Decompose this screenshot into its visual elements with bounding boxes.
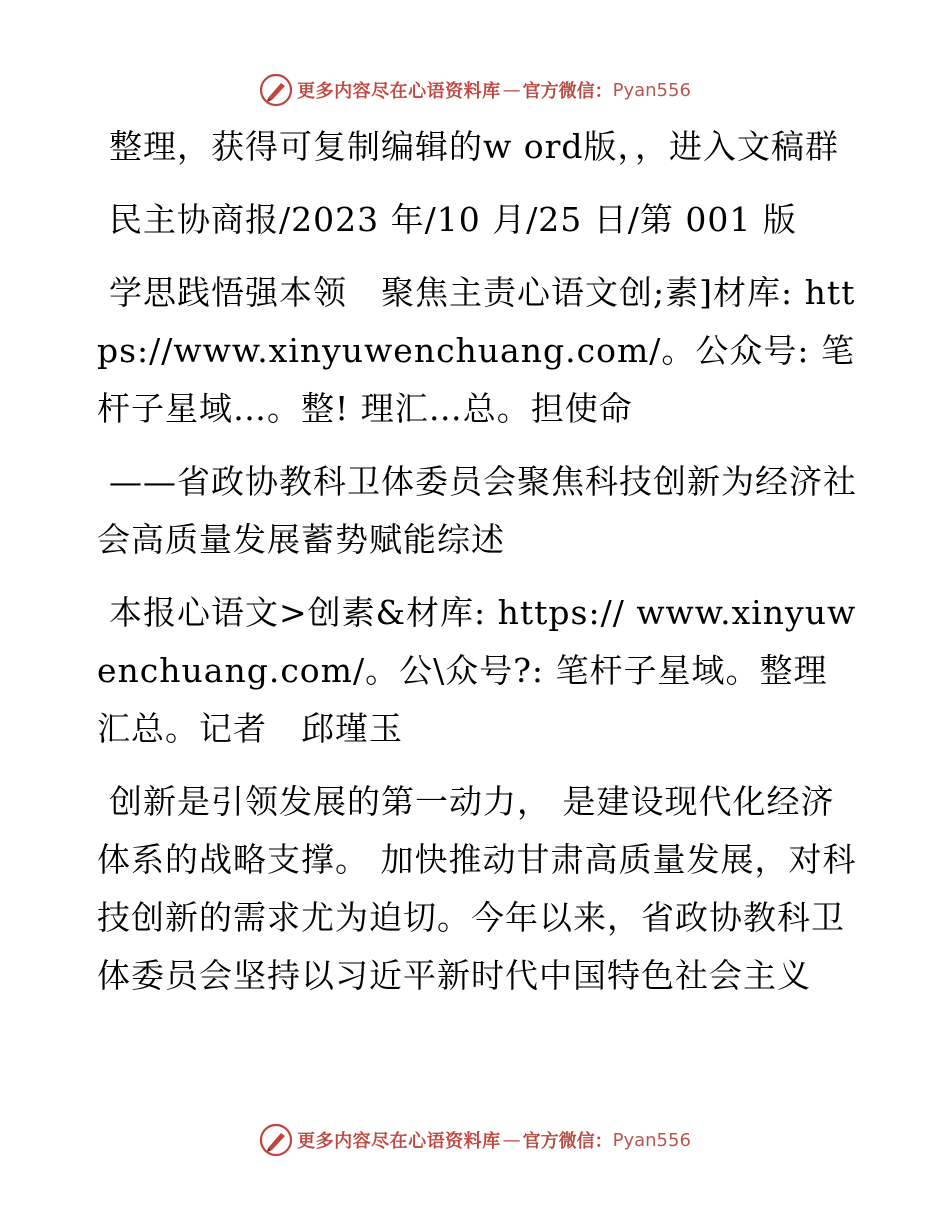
banner-main-text: 更多内容尽在心语资料库 bbox=[297, 81, 501, 102]
paragraph-note: 整理，获得可复制编辑的w ord版，，进入文稿群 bbox=[109, 127, 840, 166]
paragraph-body: 创新是引领发展的第一动力， 是建设现代化经济体系的战略支撑。 加快推动甘肃高质量发展，对科技创新的需求尤为迫切。今年以来，省政协教科卫体委员会坚持以习近平新时代中国特色社会主义 bbox=[97, 782, 857, 995]
paragraph-title: 学思践悟强本领 聚焦主责心语文创;素]材库: https://www.xinyuwenchuang.com/。公众号: 笔杆子星域…。整! 理汇…总。担使命 bbox=[97, 273, 856, 428]
pen-logo-icon bbox=[259, 73, 293, 107]
banner-wechat-id: Pyan556 bbox=[612, 1129, 691, 1151]
footer-watermark-banner bbox=[0, 1120, 950, 1160]
banner-wechat-id: Pyan556 bbox=[612, 79, 691, 101]
banner-sub-text: 官方微信： bbox=[522, 1131, 613, 1152]
paragraph-byline: 本报心语文>创素&材库: https:// www.xinyuwenchuang.com/。公\众号?: 笔杆子星域。整理汇总。记者 邱瑾玉 bbox=[97, 593, 857, 748]
paragraph-source: 民主协商报/2023 年/10 月/25 日/第 001 版 bbox=[109, 200, 797, 239]
document-body bbox=[97, 118, 857, 1020]
banner-dash: — bbox=[502, 1129, 521, 1151]
paragraph-subtitle: ——省政协教科卫体委员会聚焦科技创新为经济社会高质量发展蓄势赋能综述 bbox=[97, 462, 857, 559]
banner-sub-text: 官方微信： bbox=[522, 81, 613, 102]
banner-dash: — bbox=[502, 79, 521, 101]
pen-logo-icon bbox=[259, 1123, 293, 1157]
header-watermark-banner bbox=[0, 70, 950, 110]
banner-main-text: 更多内容尽在心语资料库 bbox=[297, 1131, 501, 1152]
